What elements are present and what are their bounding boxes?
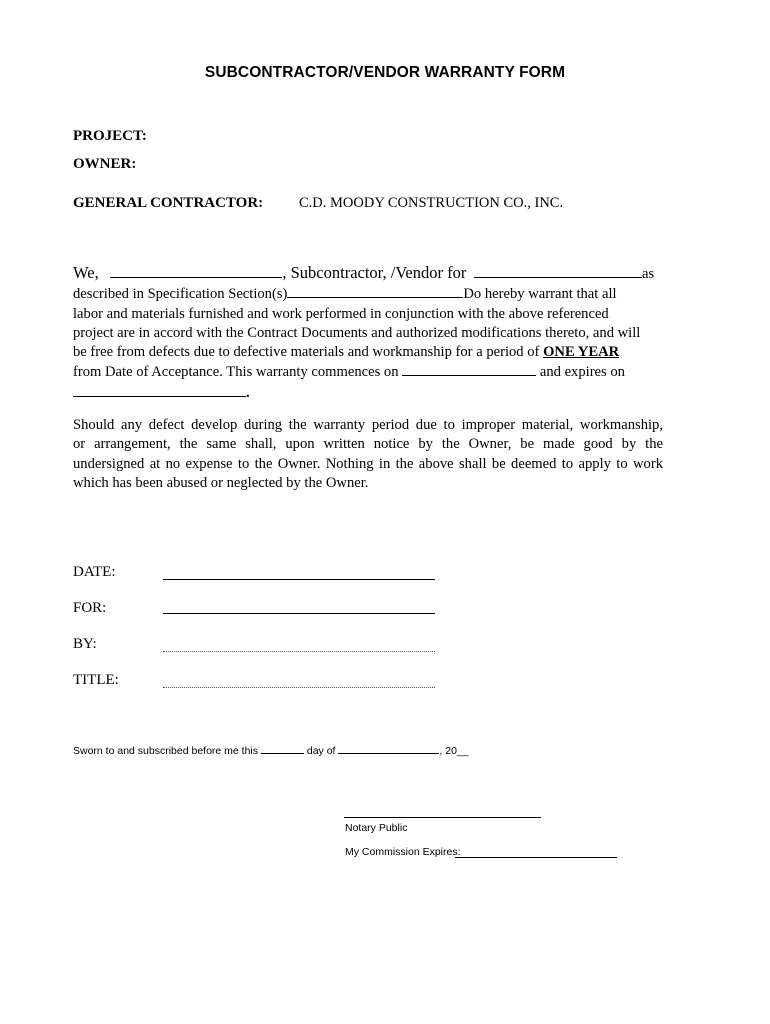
sworn-statement [73,744,469,757]
paragraph-line: which has been abused or neglected by the Owner. [73,474,369,491]
general-contractor-value: C.D. MOODY CONSTRUCTION CO., INC. [299,195,564,211]
paragraph-line: project are in accord with the Contract Documents and authorized modifications thereto, and will [73,324,641,341]
form-title: SUBCONTRACTOR/VENDOR WARRANTY FORM [204,64,566,81]
paragraph-line: or arrangement, the same shall, upon written notice by the Owner, be made good by the [73,436,663,453]
for-label: FOR: [73,600,107,616]
defect-paragraph [73,416,663,493]
notary-public-label: Notary Public [345,822,408,834]
commission-expires-label: My Commission Expires: [345,846,461,858]
year-text: , 20__ [439,745,469,757]
general-contractor-label: GENERAL CONTRACTOR: [73,195,264,211]
spec-section-field[interactable] [287,284,463,298]
subcontractor-name-field[interactable] [110,264,282,278]
day-of-text: day of [306,745,336,757]
subcontractor-text: , Subcontractor, /Vendor for [282,263,467,282]
date-field[interactable] [163,579,435,580]
we-text: We, [73,263,99,282]
warranty-paragraph [73,263,665,403]
for-field[interactable] [163,613,435,614]
expires-text: and expires on [539,364,625,381]
described-text: described in Specification Section(s) [73,286,288,303]
commission-expires-field[interactable] [455,857,617,858]
paragraph-line: labor and materials furnished and work performed in conjunction with the above referenced [73,305,609,322]
paragraph-line: undersigned at no expense to the Owner. Nothing in the above shall be deemed to apply to work [73,455,663,472]
title-label: TITLE: [73,672,119,688]
day-field[interactable] [261,744,304,754]
project-label: PROJECT: [73,128,147,144]
by-field[interactable] [163,651,435,652]
period-text: be free from defects due to defective materials and workmanship for a period of [73,344,540,361]
commences-text: from Date of Acceptance. This warranty commences on [73,364,399,381]
sworn-text: Sworn to and subscribed before me this [73,745,259,757]
title-field[interactable] [163,687,435,688]
paragraph-line: Should any defect develop during the warranty period due to improper material, workmanship, [73,417,663,433]
by-label: BY: [73,636,97,652]
as-text: as [642,266,655,282]
expire-date-field[interactable] [73,383,246,397]
warranty-period: ONE YEAR [543,344,620,361]
date-label: DATE: [73,564,116,580]
warrant-text: Do hereby warrant that all [463,286,617,303]
notary-signature-line[interactable] [344,817,541,818]
owner-label: OWNER: [73,156,137,172]
period-end: . [246,384,250,401]
month-field[interactable] [338,744,439,754]
commence-date-field[interactable] [402,362,536,376]
vendor-for-field[interactable] [474,264,642,278]
